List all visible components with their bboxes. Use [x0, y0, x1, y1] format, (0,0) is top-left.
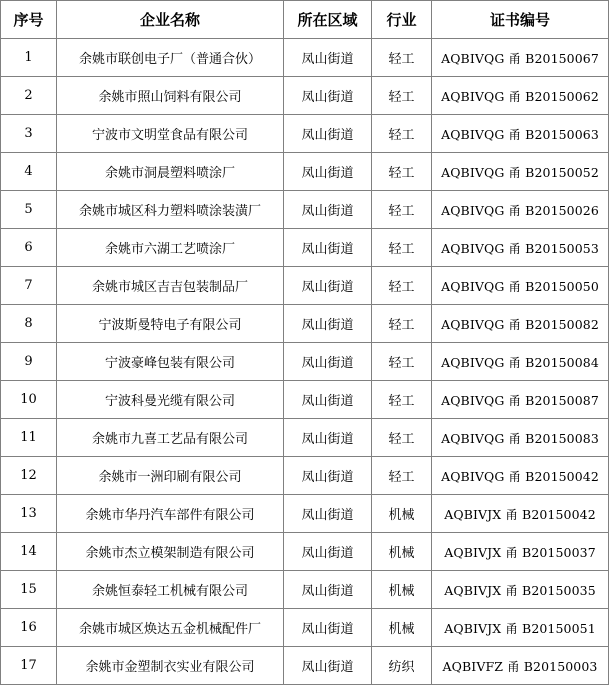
- cell-no: 3: [1, 115, 57, 153]
- header-cert-number: 证书编号: [432, 1, 609, 39]
- cell-company-name: 余姚市城区科力塑料喷涂装潢厂: [57, 191, 284, 229]
- cell-area: 凤山街道: [284, 609, 372, 647]
- cell-area: 凤山街道: [284, 571, 372, 609]
- cell-area: 凤山街道: [284, 647, 372, 685]
- cell-industry: 机械: [372, 571, 432, 609]
- cell-area: 凤山街道: [284, 457, 372, 495]
- cell-no: 11: [1, 419, 57, 457]
- cell-company-name: 余姚市城区焕达五金机械配件厂: [57, 609, 284, 647]
- table-row: [1, 77, 609, 115]
- cell-area: 凤山街道: [284, 343, 372, 381]
- cell-industry: 轻工: [372, 267, 432, 305]
- cell-cert-number: AQBIVQG 甬 B20150050: [432, 267, 609, 305]
- cell-cert-number: AQBIVQG 甬 B20150053: [432, 229, 609, 267]
- cell-cert-number: AQBIVQG 甬 B20150082: [432, 305, 609, 343]
- cell-industry: 轻工: [372, 229, 432, 267]
- table-row: [1, 153, 609, 191]
- table-row: [1, 571, 609, 609]
- cell-industry: 轻工: [372, 381, 432, 419]
- cell-no: 17: [1, 647, 57, 685]
- cell-no: 1: [1, 39, 57, 77]
- cell-no: 5: [1, 191, 57, 229]
- table-row: [1, 495, 609, 533]
- cell-area: 凤山街道: [284, 153, 372, 191]
- cell-industry: 轻工: [372, 343, 432, 381]
- table-row: [1, 533, 609, 571]
- cell-company-name: 余姚市一洲印刷有限公司: [57, 457, 284, 495]
- table-row: [1, 115, 609, 153]
- cell-company-name: 余姚恒泰轻工机械有限公司: [57, 571, 284, 609]
- table-row: [1, 609, 609, 647]
- cell-area: 凤山街道: [284, 39, 372, 77]
- cell-area: 凤山街道: [284, 77, 372, 115]
- cell-company-name: 余姚市城区吉吉包装制品厂: [57, 267, 284, 305]
- cell-company-name: 宁波科曼光缆有限公司: [57, 381, 284, 419]
- cell-area: 凤山街道: [284, 305, 372, 343]
- cell-cert-number: AQBIVQG 甬 B20150087: [432, 381, 609, 419]
- cell-area: 凤山街道: [284, 533, 372, 571]
- cell-company-name: 余姚市照山饲料有限公司: [57, 77, 284, 115]
- cell-no: 12: [1, 457, 57, 495]
- cell-company-name: 余姚市杰立模架制造有限公司: [57, 533, 284, 571]
- cell-cert-number: AQBIVQG 甬 B20150052: [432, 153, 609, 191]
- cell-cert-number: AQBIVFZ 甬 B20150003: [432, 647, 609, 685]
- cell-cert-number: AQBIVQG 甬 B20150063: [432, 115, 609, 153]
- cell-cert-number: AQBIVJX 甬 B20150037: [432, 533, 609, 571]
- cell-cert-number: AQBIVJX 甬 B20150035: [432, 571, 609, 609]
- cell-industry: 机械: [372, 495, 432, 533]
- cell-industry: 轻工: [372, 305, 432, 343]
- cell-company-name: 余姚市九喜工艺品有限公司: [57, 419, 284, 457]
- cell-industry: 机械: [372, 609, 432, 647]
- table-row: [1, 343, 609, 381]
- cell-no: 16: [1, 609, 57, 647]
- cell-industry: 纺织: [372, 647, 432, 685]
- cell-company-name: 宁波斯曼特电子有限公司: [57, 305, 284, 343]
- cell-company-name: 余姚市六湖工艺喷涂厂: [57, 229, 284, 267]
- cell-area: 凤山街道: [284, 191, 372, 229]
- cell-area: 凤山街道: [284, 381, 372, 419]
- table-header-row: [1, 1, 609, 39]
- table-row: [1, 229, 609, 267]
- table-row: [1, 39, 609, 77]
- cell-company-name: 余姚市洞晨塑料喷涂厂: [57, 153, 284, 191]
- cell-company-name: 宁波市文明堂食品有限公司: [57, 115, 284, 153]
- cell-cert-number: AQBIVQG 甬 B20150083: [432, 419, 609, 457]
- cell-cert-number: AQBIVQG 甬 B20150084: [432, 343, 609, 381]
- cell-no: 6: [1, 229, 57, 267]
- cell-cert-number: AQBIVQG 甬 B20150042: [432, 457, 609, 495]
- cell-industry: 轻工: [372, 115, 432, 153]
- cell-industry: 轻工: [372, 191, 432, 229]
- cell-company-name: 余姚市金塑制衣实业有限公司: [57, 647, 284, 685]
- cell-industry: 轻工: [372, 419, 432, 457]
- cell-area: 凤山街道: [284, 419, 372, 457]
- header-company-name: 企业名称: [57, 1, 284, 39]
- cell-company-name: 余姚市华丹汽车部件有限公司: [57, 495, 284, 533]
- cell-area: 凤山街道: [284, 267, 372, 305]
- cell-area: 凤山街道: [284, 229, 372, 267]
- cell-industry: 轻工: [372, 457, 432, 495]
- header-area: 所在区域: [284, 1, 372, 39]
- cell-area: 凤山街道: [284, 115, 372, 153]
- cell-industry: 轻工: [372, 77, 432, 115]
- cell-cert-number: AQBIVJX 甬 B20150051: [432, 609, 609, 647]
- table-row: [1, 191, 609, 229]
- header-no: 序号: [1, 1, 57, 39]
- cell-no: 8: [1, 305, 57, 343]
- header-industry: 行业: [372, 1, 432, 39]
- table-row: [1, 419, 609, 457]
- cell-no: 2: [1, 77, 57, 115]
- cell-area: 凤山街道: [284, 495, 372, 533]
- cell-no: 7: [1, 267, 57, 305]
- cell-no: 9: [1, 343, 57, 381]
- table-row: [1, 305, 609, 343]
- table-row: [1, 267, 609, 305]
- cell-industry: 轻工: [372, 39, 432, 77]
- table-row: [1, 381, 609, 419]
- cell-no: 14: [1, 533, 57, 571]
- cell-cert-number: AQBIVQG 甬 B20150067: [432, 39, 609, 77]
- cell-company-name: 余姚市联创电子厂（普通合伙）: [57, 39, 284, 77]
- cell-industry: 机械: [372, 533, 432, 571]
- cell-company-name: 宁波豪峰包装有限公司: [57, 343, 284, 381]
- cell-no: 4: [1, 153, 57, 191]
- cell-no: 13: [1, 495, 57, 533]
- cell-cert-number: AQBIVQG 甬 B20150026: [432, 191, 609, 229]
- cell-industry: 轻工: [372, 153, 432, 191]
- cell-cert-number: AQBIVJX 甬 B20150042: [432, 495, 609, 533]
- table-body: [1, 39, 609, 685]
- cell-no: 10: [1, 381, 57, 419]
- cell-no: 15: [1, 571, 57, 609]
- cell-cert-number: AQBIVQG 甬 B20150062: [432, 77, 609, 115]
- table-row: [1, 457, 609, 495]
- table-row: [1, 647, 609, 685]
